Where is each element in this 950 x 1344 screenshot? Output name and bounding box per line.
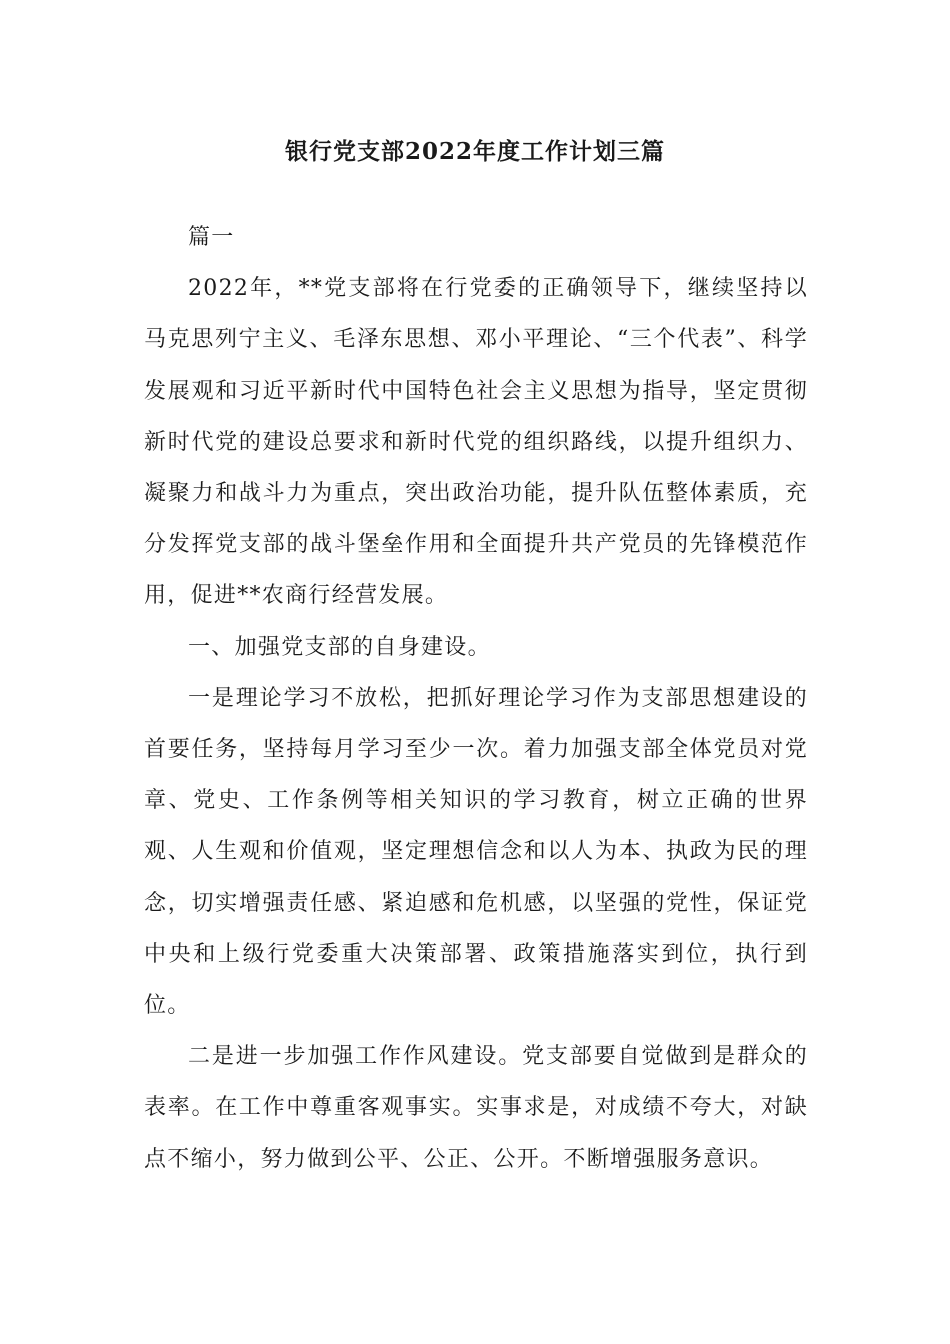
section-heading: 篇一 <box>188 225 235 250</box>
paragraph: 2022年，**党支部将在行党委的正确领导下，继续坚持以马克思列宁主义、毛泽东思想、邓小平理论、“三个代表”、科学发展观和习近平新时代中国特色社会主义思想为指导，坚定贯彻新时代党的建设总要求和新时代党的组织路线，以提升组织力、凝聚力和战斗力为重点，突出政治功能，提升队伍整体素质，充分发挥党支部的战斗堡垒作用和全面提升共产党员的先锋模范作用，促进**农商行经营发展。 <box>144 276 808 609</box>
paragraph: 一是理论学习不放松，把抓好理论学习作为支部思想建设的首要任务，坚持每月学习至少一次。着力加强支部全体党员对党章、党史、工作条例等相关知识的学习教育，树立正确的世界观、人生观和价值观，坚定理想信念和以人为本、执政为民的理念，切实增强责任感、紧迫感和危机感，以坚强的党性，保证党中央和上级行党委重大决策部署、政策措施落实到位，执行到位。 <box>144 685 808 1019</box>
subheading: 一、加强党支部的自身建设。 <box>188 634 491 660</box>
paragraph: 二是进一步加强工作作风建设。党支部要自觉做到是群众的表率。在工作中尊重客观事实。实事求是，对成绩不夸大，对缺点不缩小，努力做到公平、公正、公开。不断增强服务意识。 <box>144 1044 808 1172</box>
document-title: 银行党支部2022年度工作计划三篇 <box>284 138 665 165</box>
document-body <box>144 212 808 1185</box>
